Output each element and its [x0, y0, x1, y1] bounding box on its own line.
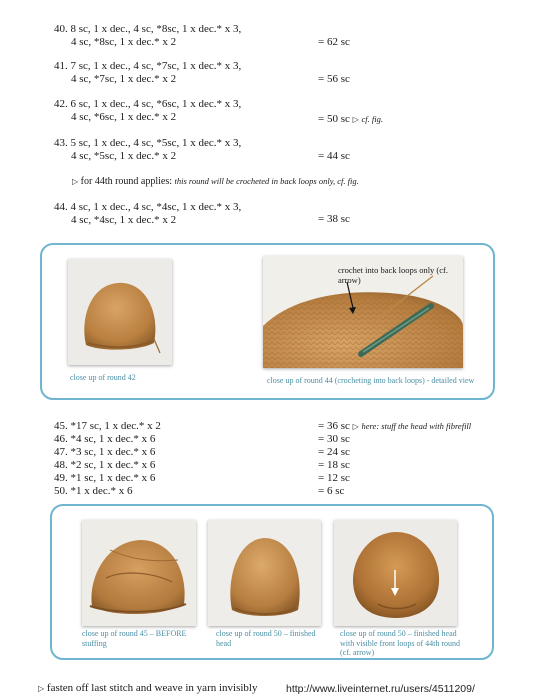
round-45 — [54, 420, 161, 433]
triangle-icon: ▷ — [38, 684, 45, 693]
round-47 — [54, 446, 161, 459]
round-line-1: 5 sc, 1 x dec., 4 sc, *5sc, 1 x dec.* x 3, — [70, 137, 242, 149]
round-41-result: = 56 sc — [318, 73, 350, 85]
round-text: *4 sc, 1 x dec.* x 6 — [70, 433, 156, 445]
caption-round-45: close up of round 45 – BEFORE stuffing — [82, 629, 187, 648]
round-41 — [54, 60, 241, 86]
round-number: 40. — [54, 23, 68, 35]
round-45-result — [318, 420, 471, 433]
note-lead: for 44th round applies: — [80, 176, 173, 187]
caption-round-42: close up of round 42 — [70, 373, 136, 382]
round-line-2: 4 sc, *5sc, 1 x dec.* x 2 — [71, 150, 177, 162]
caption-round-50-front-loops: close up of round 50 – finished head with visible front loops of 44th round (cf. arrow) — [340, 629, 460, 657]
round-number: 48. — [54, 459, 68, 471]
round-46-result: = 30 sc — [318, 433, 350, 445]
round-42-result — [318, 113, 383, 125]
round-48 — [54, 459, 161, 472]
round-line-1: 7 sc, 1 x dec., 4 sc, *7sc, 1 x dec.* x 3, — [70, 60, 242, 72]
round-text: *17 sc, 1 x dec.* x 2 — [70, 420, 161, 432]
round-text: *1 sc, 1 x dec.* x 6 — [70, 472, 156, 484]
round-50 — [54, 485, 161, 498]
round-number: 44. — [54, 201, 68, 213]
footer-text: fasten off last stitch and weave in yarn invisibly — [46, 682, 258, 694]
annotation-back-loops: crochet into back loops only (cf. arrow) — [338, 265, 448, 285]
round-47-result: = 24 sc — [318, 446, 350, 458]
round-number: 47. — [54, 446, 68, 458]
round-42 — [54, 98, 241, 124]
round-49-result: = 12 sc — [318, 472, 350, 484]
photo-round-50-front-loops — [334, 520, 457, 626]
round-line-2: 4 sc, *4sc, 1 x dec.* x 2 — [71, 214, 177, 226]
caption-round-50: close up of round 50 – finished head — [216, 629, 316, 648]
triangle-icon: ▷ — [352, 115, 359, 124]
round-line-2: 4 sc, *8sc, 1 x dec.* x 2 — [71, 36, 177, 48]
round-number: 43. — [54, 137, 68, 149]
note-text: this round will be crocheted in back loops only, cf. fig. — [174, 176, 359, 186]
round-number: 45. — [54, 420, 68, 432]
round-45-note: here: stuff the head with fibrefill — [361, 421, 472, 431]
round-43-result: = 44 sc — [318, 150, 350, 162]
round-44-result: = 38 sc — [318, 213, 350, 225]
triangle-icon: ▷ — [72, 177, 79, 186]
round-text: *3 sc, 1 x dec.* x 6 — [70, 446, 156, 458]
photo-round-50 — [208, 520, 321, 626]
round-text: *2 sc, 1 x dec.* x 6 — [70, 459, 156, 471]
round-number: 41. — [54, 60, 68, 72]
round-40-result: = 62 sc — [318, 36, 350, 48]
rounds-45-50-results — [318, 420, 471, 498]
round-line-1: 6 sc, 1 x dec., 4 sc, *6sc, 1 x dec.* x 3, — [70, 98, 242, 110]
round-42-note: cf. fig. — [361, 114, 384, 124]
result: = 36 sc — [318, 420, 350, 432]
photo-round-42 — [68, 259, 172, 365]
round-line-1: 4 sc, 1 x dec., 4 sc, *4sc, 1 x dec.* x 3, — [70, 201, 242, 213]
round-48-result: = 18 sc — [318, 459, 350, 471]
caption-round-44: close up of round 44 (crocheting into back loops) - detailed view — [267, 376, 475, 385]
round-44 — [54, 201, 241, 227]
round-43 — [54, 137, 241, 163]
watermark-url: http://www.liveinternet.ru/users/4511209/ — [286, 683, 475, 695]
round-40 — [54, 23, 241, 49]
round-line-2: 4 sc, *7sc, 1 x dec.* x 2 — [71, 73, 177, 85]
round-42-count: = 50 sc — [318, 113, 350, 125]
round-49 — [54, 472, 161, 485]
photo-round-45 — [82, 520, 196, 626]
round-number: 49. — [54, 472, 68, 484]
round-number: 50. — [54, 485, 68, 497]
round-46 — [54, 433, 161, 446]
triangle-icon: ▷ — [352, 422, 359, 431]
footer-instruction — [38, 682, 258, 694]
round-50-result: = 6 sc — [318, 485, 345, 497]
rounds-45-50-list — [54, 420, 161, 498]
round-text: *1 x dec.* x 6 — [70, 485, 133, 497]
round-line-1: 8 sc, 1 x dec., 4 sc, *8sc, 1 x dec.* x 3, — [70, 23, 242, 35]
round-line-2: 4 sc, *6sc, 1 x dec.* x 2 — [71, 111, 177, 123]
round-44-note — [72, 176, 359, 187]
round-number: 46. — [54, 433, 68, 445]
round-number: 42. — [54, 98, 68, 110]
